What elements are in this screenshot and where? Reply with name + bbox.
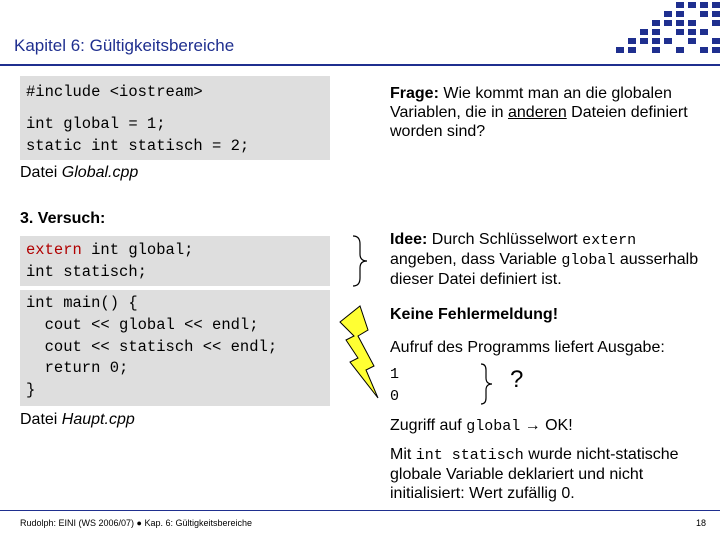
title-divider bbox=[0, 64, 720, 66]
versuch-heading: 3. Versuch: bbox=[20, 210, 106, 227]
extern-keyword: extern bbox=[26, 241, 82, 259]
code-line: } bbox=[26, 381, 36, 399]
grid-logo-icon bbox=[614, 0, 720, 64]
page-title: Kapitel 6: Gültigkeitsbereiche bbox=[14, 36, 235, 55]
zugriff-text: Zugriff auf global → OK! bbox=[390, 417, 573, 435]
mit-paragraph: Mit int statisch wurde nicht-statische globale Variable deklariert und nicht initialisiert: Wert zufällig 0. bbox=[390, 446, 679, 502]
lightning-icon bbox=[336, 300, 382, 400]
brace-icon bbox=[350, 234, 374, 288]
brace-icon bbox=[478, 362, 498, 406]
global-cpp-code-box bbox=[20, 76, 330, 160]
code-line: cout << global << endl; bbox=[26, 316, 259, 334]
code-line: static int statisch = 2; bbox=[26, 137, 250, 155]
output-question-mark: ? bbox=[510, 366, 524, 393]
frage-paragraph: Frage: Wie kommt man an die globalen Variablen, die in anderen Dateien definiert worden sind? bbox=[390, 85, 688, 140]
main-code-box bbox=[20, 290, 330, 406]
code-line: #include <iostream> bbox=[26, 83, 203, 101]
aufruf-text: Aufruf des Programms liefert Ausgabe: bbox=[390, 339, 665, 356]
extern-code-box bbox=[20, 236, 330, 286]
code-line: cout << statisch << endl; bbox=[26, 338, 278, 356]
keine-fehlermeldung: Keine Fehlermeldung! bbox=[390, 306, 559, 323]
idee-paragraph: Idee: Durch Schlüsselwort extern angeben, dass Variable global ausserhalb dieser Datei definiert ist. bbox=[390, 231, 699, 288]
haupt-file-caption: Datei Haupt.cpp bbox=[20, 411, 135, 428]
code-line: int main() { bbox=[26, 294, 138, 312]
global-file-caption: Datei Global.cpp bbox=[20, 164, 139, 181]
footer-divider bbox=[0, 510, 720, 511]
code-line: int statisch; bbox=[26, 263, 147, 281]
page-number: 18 bbox=[695, 518, 706, 528]
output-line-2: 0 bbox=[390, 388, 400, 405]
footer-text: Rudolph: EINI (WS 2006/07) ● Kap. 6: Gültigkeitsbereiche bbox=[20, 518, 253, 528]
code-line: extern int global; bbox=[26, 241, 194, 259]
code-line: int global = 1; bbox=[26, 115, 166, 133]
code-line: return 0; bbox=[26, 359, 129, 377]
output-line-1: 1 bbox=[390, 366, 400, 383]
